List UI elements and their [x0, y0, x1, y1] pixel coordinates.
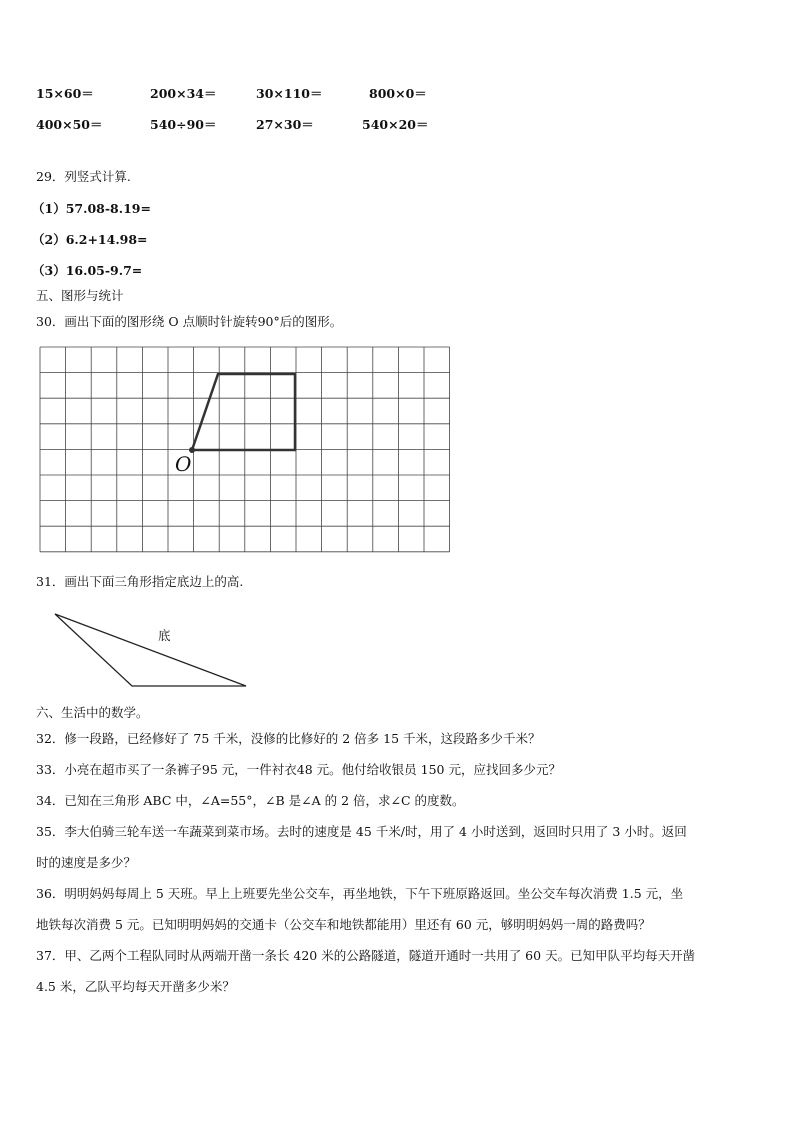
question-29-title: 29．列竖式计算.: [36, 169, 131, 184]
question-31-title: 31．画出下面三角形指定底边上的高.: [36, 574, 244, 589]
question-34: 34．已知在三角形 ABC 中，∠A=55°，∠B 是∠A 的 2 倍，求∠C 的度数。: [36, 793, 465, 808]
section-6-heading: 六、生活中的数学。: [36, 705, 149, 720]
question-35-line-2: 时的速度是多少？: [36, 855, 137, 870]
question-30-title: 30．画出下面的图形绕 O 点顺时针旋转90°后的图形。: [36, 314, 343, 329]
question-37-line-2: 4.5 米，乙队平均每天开凿多少米？: [36, 979, 235, 994]
question-29-item: （1）57.08-8.19=: [32, 201, 151, 216]
calc-item: 400×50＝: [36, 117, 103, 132]
rotation-shape: [192, 374, 295, 450]
section-5-heading: 五、图形与统计: [36, 288, 124, 303]
question-36-line-2: 地铁每次消费 5 元。已知明明妈妈的交通卡（公交车和地铁都能用）里还有 60 元，够明明妈妈一周的路费吗？: [36, 917, 651, 932]
calc-item: 15×60＝: [36, 86, 94, 101]
calc-item: 540×20＝: [362, 117, 429, 132]
calc-item: 27×30＝: [256, 117, 314, 132]
triangle-figure: [50, 610, 255, 692]
question-29-item: （3）16.05-9.7=: [32, 263, 143, 278]
question-29-item: （2）6.2+14.98=: [32, 232, 148, 247]
rotation-grid-figure: [38, 345, 450, 556]
calc-item: 540÷90＝: [150, 117, 217, 132]
base-label: 底: [158, 628, 171, 643]
question-37-line-1: 37．甲、乙两个工程队同时从两端开凿一条长 420 米的公路隧道，隧道开通时一共用了 60 天。已知甲队平均每天开凿: [36, 948, 696, 963]
point-o-label: O: [175, 452, 192, 476]
calc-item: 800×0＝: [369, 86, 427, 101]
calc-item: 30×110＝: [256, 86, 323, 101]
question-32: 32．修一段路，已经修好了 75 千米，没修的比修好的 2 倍多 15 千米，这段路多少千米？: [36, 731, 541, 746]
question-36-line-1: 36．明明妈妈每周上 5 天班。早上上班要先坐公交车，再坐地铁，下午下班原路返回。坐公交车每次消费 1.5 元，坐: [36, 886, 684, 901]
question-35-line-1: 35．李大伯骑三轮车送一车蔬菜到菜市场。去时的速度是 45 千米/时，用了 4 小时送到，返回时只用了 3 小时。返回: [36, 824, 687, 839]
question-33: 33．小亮在超市买了一条裤子95 元，一件衬衣48 元。他付给收银员 150 元，应找回多少元？: [36, 762, 561, 777]
calc-item: 200×34＝: [150, 86, 217, 101]
triangle-shape: [55, 614, 246, 686]
